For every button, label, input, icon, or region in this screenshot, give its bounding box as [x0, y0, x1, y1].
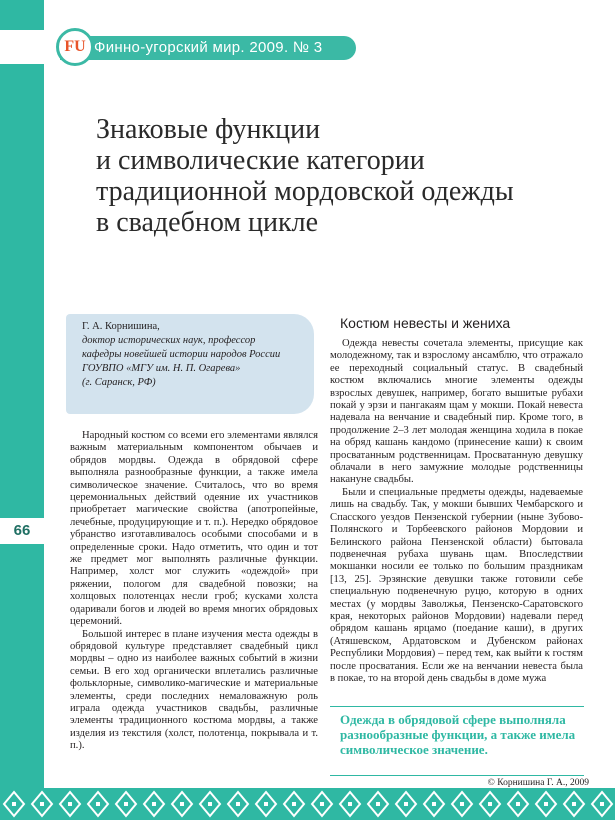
page-number: 66	[0, 518, 44, 544]
ornament-dot	[236, 802, 240, 806]
article-title	[96, 114, 596, 238]
ornament-dot	[432, 802, 436, 806]
ornament-dot	[572, 802, 576, 806]
author-box	[66, 314, 314, 414]
title-line: и символические категории	[96, 145, 425, 176]
ornament-dot	[124, 802, 128, 806]
ornament-dot	[292, 802, 296, 806]
journal-title: Финно-угорский мир. 2009. № 3	[94, 39, 323, 56]
paragraph: Одежда невесты сочетала элементы, присущие как молодежному, так и взрослому ансамблю, что отражало ее переходный социальный статус. В свадебный костюм включались многие элементы одежды взрослых девушек, например, богато вышитые рубахи покай у эрзи и пангакаям щам у мокши. Покай невеста надевала на венчание и свадебный пир. Кроме того, в продолжение 2–3 лет молодая женщина ходила в покае на обряд кашань кандомо (принесение каши) к своим просватанным родственницам. Просватанную девушку облачали в него замужние молодые родственницы накануне свадьбы.	[330, 338, 583, 486]
ornament-dot	[180, 802, 184, 806]
author-affiliation-line: доктор исторических наук, профессор	[82, 335, 256, 346]
ornament-dot	[152, 802, 156, 806]
ornament-dot	[68, 802, 72, 806]
ornament-dot	[320, 802, 324, 806]
author-affiliation-line: ГОУВПО «МГУ им. Н. П. Огарева»	[82, 363, 241, 374]
title-line: в свадебном цикле	[96, 207, 318, 238]
ornament-dot	[488, 802, 492, 806]
ornament-dot	[544, 802, 548, 806]
left-column	[70, 430, 318, 753]
paragraph: Были и специальные предметы одежды, надеваемые лишь на свадьбу. Так, у мокши бывших Чембарского и Спасского уездов Пензенской губернии (ныне Зубово-Полянского и Торбеевского районов Мордовии и Белинского района Пензенской области) бытовала подвенечная рубаха шувань щам. Впоследствии мокшанки носили ее только по большим праздникам [13, 25]. Эрзянские девушки также готовили себе специальную подвенечную руцю, которую в одних местах (у мордвы Заволжья, Пензенско-Саратовского края, некоторых районов Мордовии) надевали перед обрядом кашань ярцамо (поедание каши), в других (Атяшевском, Ардатовском и Дубенском районах Республики Мордовия) – перед тем, как выйти к гостям после просватания. Если же на венчании невеста была в покае, то на второй день свадьбы в доме мужа	[330, 486, 583, 684]
ornament-dot	[96, 802, 100, 806]
ornament-dot	[600, 802, 604, 806]
paragraph: Народный костюм со всеми его элементами являлся важным материальным компонентом обычаев и обрядов мордвы. Одежда в обрядовой сфере выполняла разнообразные функции, а также имела символическое значение. Считалось, что во время церемониальных действий одеяние их участников приобретает магические свойства (апотропейные, лечебные, продуцирующие и т. п.). Нередко обрядовое убранство изготавливалось особыми способами и в определенные сроки. Надо отметить, что один и тот же предмет мог выполнять различные функции. Например, холст мог служить «одеждой» при ряжении, пологом для свадебной повозки; на холщовых полотенцах несли гроб; кусками холста одаривали богов и людей во время многих обрядовых церемоний.	[70, 430, 318, 628]
ornament-dot	[40, 802, 44, 806]
right-column	[330, 338, 583, 685]
journal-logo	[56, 28, 94, 66]
author-affiliation-line: (г. Саранск, РФ)	[82, 377, 156, 388]
copyright: © Корнишина Г. А., 2009	[487, 778, 589, 788]
left-color-band	[0, 0, 44, 820]
ornament-border	[0, 788, 615, 820]
ornament-dot	[348, 802, 352, 806]
section-heading: Костюм невесты и жениха	[340, 315, 511, 331]
author-affiliation-line: кафедры новейшей истории народов России	[82, 349, 281, 360]
ornament-dot	[516, 802, 520, 806]
ornament-dot	[460, 802, 464, 806]
title-line: традиционной мордовской одежды	[96, 176, 514, 207]
ornament-dot	[264, 802, 268, 806]
logo-text: FU	[64, 38, 86, 55]
ornament-dot	[404, 802, 408, 806]
author-name: Г. А. Корнишина,	[82, 321, 160, 332]
ornament-dot	[376, 802, 380, 806]
paragraph: Большой интерес в плане изучения места одежды в обрядовой культуре представляет свадебный цикл мордвы – одно из наиболее важных событий в жизни семьи. В его ход органически вплетались различные фольклорные, символико-магические и материальные элементы, среди последних немаловажную роль играла одежда участников свадьбы, различные элементы традиционного костюма мордвы, а также изделия из текстиля (холст, полотенца, покрывала и т. п.).	[70, 628, 318, 752]
ornament-dot	[208, 802, 212, 806]
title-line: Знаковые функции	[96, 114, 321, 145]
ornament-dot	[12, 802, 16, 806]
pull-quote-text: Одежда в обрядовой сфере выполняла разнообразные функции, а также имела символическое значение.	[340, 712, 576, 757]
header-notch	[0, 30, 44, 64]
pull-quote	[330, 706, 584, 776]
